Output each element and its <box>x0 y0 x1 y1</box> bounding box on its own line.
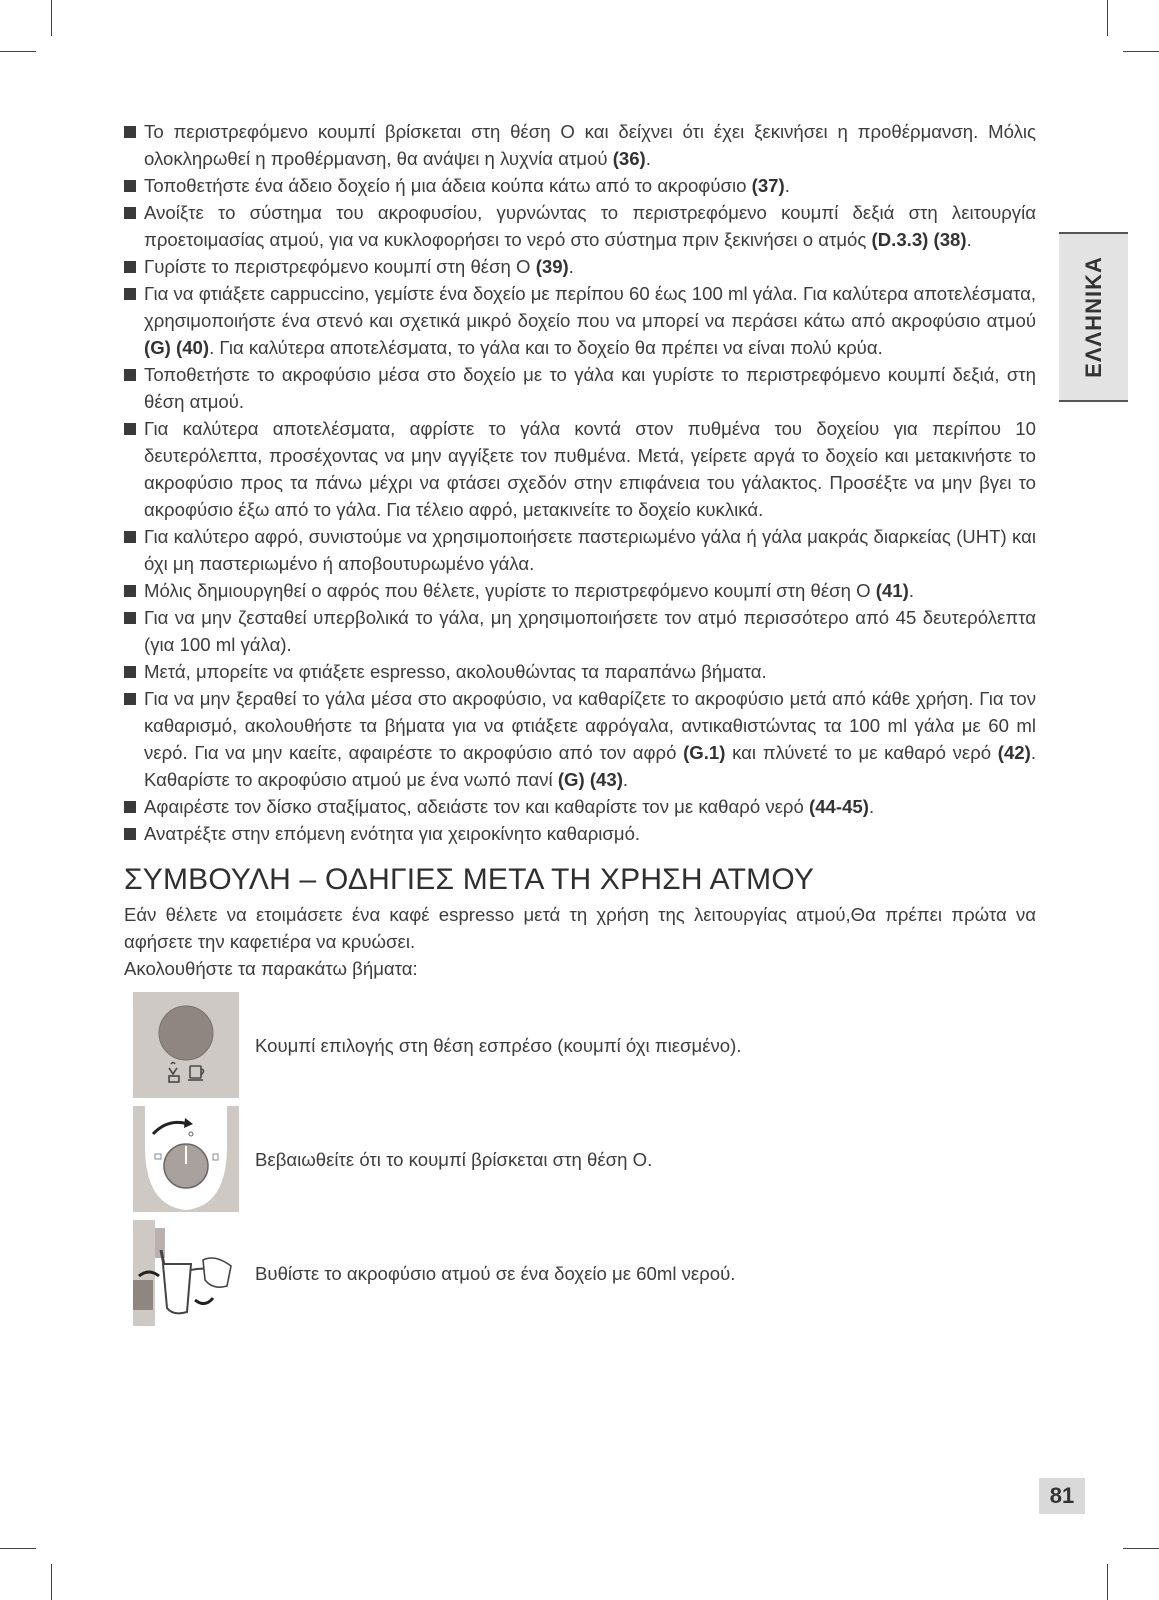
figure-reference: (42) <box>997 742 1031 763</box>
instruction-text: Για να μην ζεσταθεί υπερβολικά το γάλα, μη χρησιμοποιήσετε τον ατμό περισσότερο από 45 δευτερόλεπτα (για 100 ml γάλα). <box>144 607 1036 655</box>
instruction-text: και πλύνετέ το με καθαρό νερό <box>725 742 998 763</box>
step-text: Βυθίστε το ακροφύσιο ατμού σε ένα δοχείο με 60ml νερού. <box>255 1262 736 1284</box>
bullet-square-icon <box>124 180 136 192</box>
instruction-item <box>124 820 1036 847</box>
language-tab-label: ΕΛΛΗΝΙΚΑ <box>1080 256 1106 378</box>
section-follow: Ακολουθήστε τα παρακάτω βήματα: <box>124 958 418 979</box>
step-item <box>124 1220 1036 1326</box>
figure-reference: (39) <box>535 256 569 277</box>
figure-reference: (G.1) <box>683 742 726 763</box>
page-content <box>124 118 1036 1334</box>
bullet-square-icon <box>124 126 136 138</box>
steam-nozzle-jug-icon <box>133 1220 239 1326</box>
bullet-square-icon <box>124 288 136 300</box>
section-intro: Εάν θέλετε να ετοιμάσετε ένα καφέ espresso μετά τη χρήση της λειτουργίας ατμού,Θα πρέπει πρώτα να αφήσετε την καφετιέρα να κρυώσει. <box>124 904 1036 952</box>
bullet-square-icon <box>124 666 136 678</box>
page-number: 81 <box>1039 1478 1085 1514</box>
instruction-item <box>124 172 1036 199</box>
figure-reference: (41) <box>875 580 909 601</box>
crop-mark <box>0 51 36 52</box>
bullet-square-icon <box>124 585 136 597</box>
instruction-text: Ανατρέξτε στην επόμενη ενότητα για χειροκίνητο καθαρισμό. <box>144 823 641 844</box>
step-list <box>124 992 1036 1326</box>
bullet-square-icon <box>124 423 136 435</box>
espresso-button-icon <box>133 992 239 1098</box>
rotary-knob-icon <box>133 1106 239 1212</box>
crop-mark <box>51 0 52 36</box>
bullet-square-icon <box>124 531 136 543</box>
instruction-text: . <box>966 229 972 250</box>
instruction-text: Μόλις δημιουργηθεί ο αφρός που θέλετε, γυρίστε το περιστρεφόμενο κουμπί στη θέση Ο <box>144 580 876 601</box>
section-heading: ΣΥΜΒΟΥΛΗ – ΟΔΗΓΙΕΣ ΜΕΤΑ ΤΗ ΧΡΗΣΗ ΑΤΜΟΥ <box>124 863 815 896</box>
instruction-text: . Καθαρίστε το ακροφύσιο ατμού με ένα νωπό πανί <box>144 742 1037 790</box>
instruction-text: . <box>568 256 574 277</box>
instruction-text: Για να μην ξεραθεί το γάλα μέσα στο ακροφύσιο, να καθαρίζετε το ακροφύσιο μετά από κάθε χρήση. Για τον καθαρισμό, ακολουθήστε τα βήματα για να φτιάξετε αφρόγαλα, αντικαθιστώντας τα 100 ml γάλα με 60 ml νερό. Για να μην καείτε, αφαιρέστε το ακροφύσιο από τον αφρό <box>144 688 1036 763</box>
instruction-text: Γυρίστε το περιστρεφόμενο κουμπί στη θέση Ο <box>144 256 536 277</box>
instruction-text: Το περιστρεφόμενο κουμπί βρίσκεται στη θέση Ο και δείχνει ότι έχει ξεκινήσει η προθέρμανση. Μόλις ολοκληρωθεί η προθέρμανση, θα ανάψει η λυχνία ατμού <box>144 121 1036 169</box>
crop-mark <box>0 1548 36 1549</box>
step-text: Βεβαιωθείτε ότι το κουμπί βρίσκεται στη θέση Ο. <box>255 1148 653 1170</box>
figure-reference: (44-45) <box>809 796 869 817</box>
bullet-square-icon <box>124 801 136 813</box>
bullet-square-icon <box>124 261 136 273</box>
step-text: Κουμπί επιλογής στη θέση εσπρέσο (κουμπί όχι πιεσμένο). <box>255 1034 742 1056</box>
instruction-text: . Για καλύτερα αποτελέσματα, το γάλα και το δοχείο θα πρέπει να είναι πολύ κρύα. <box>209 337 883 358</box>
instruction-item <box>124 415 1036 523</box>
instruction-text: Για να φτιάξετε cappuccino, γεμίστε ένα δοχείο με περίπου 60 έως 100 ml γάλα. Για καλύτερα αποτελέσματα, χρησιμοποιήστε ένα στενό και σχετικά μικρό δοχείο που να μπορεί να περάσει κάτω από ακροφύσιο ατμού <box>144 283 1036 331</box>
crop-mark <box>51 1564 52 1600</box>
instruction-text: Ανοίξτε το σύστημα του ακροφυσίου, γυρνώντας το περιστρεφόμενο κουμπί δεξιά στη λειτουργία προετοιμασίας ατμού, για να κυκλοφορήσει το νερό στο σύστημα πριν ξεκινήσει ο ατμός <box>144 202 1036 250</box>
crop-mark <box>1107 1564 1108 1600</box>
figure-reference: (G) (40) <box>144 337 210 358</box>
instruction-item <box>124 577 1036 604</box>
instruction-text: . <box>908 580 914 601</box>
instruction-item <box>124 685 1036 793</box>
instruction-item <box>124 793 1036 820</box>
instruction-text: Για καλύτερο αφρό, συνιστούμε να χρησιμοποιήσετε παστεριωμένο γάλα ή γάλα μακράς διαρκείας (UHT) και όχι μη παστεριωμένο ή αποβουτυρωμένο γάλα. <box>144 526 1036 574</box>
instruction-item <box>124 118 1036 172</box>
bullet-square-icon <box>124 828 136 840</box>
instruction-item <box>124 280 1036 361</box>
instruction-text: Μετά, μπορείτε να φτιάξετε espresso, ακολουθώντας τα παραπάνω βήματα. <box>144 661 767 682</box>
instruction-item <box>124 361 1036 415</box>
figure-reference: (D.3.3) (38) <box>871 229 967 250</box>
instruction-item <box>124 523 1036 577</box>
instruction-text: Αφαιρέστε τον δίσκο σταξίματος, αδειάστε τον και καθαρίστε τον με καθαρό νερό <box>144 796 809 817</box>
instruction-text: . <box>622 769 629 790</box>
step-item <box>124 992 1036 1098</box>
instruction-item <box>124 199 1036 253</box>
instruction-item <box>124 253 1036 280</box>
bullet-square-icon <box>124 207 136 219</box>
instruction-item <box>124 658 1036 685</box>
instruction-list <box>124 118 1036 847</box>
step-item <box>124 1106 1036 1212</box>
bullet-square-icon <box>124 693 136 705</box>
crop-mark <box>1123 1548 1159 1549</box>
bullet-square-icon <box>124 369 136 381</box>
figure-reference: (36) <box>612 148 646 169</box>
figure-reference: (37) <box>751 175 785 196</box>
instruction-text: . <box>868 796 875 817</box>
instruction-item <box>124 604 1036 658</box>
instruction-text: Τοποθετήστε το ακροφύσιο μέσα στο δοχείο με το γάλα και γυρίστε το περιστρεφόμενο κουμπί δεξιά, στη θέση ατμού. <box>144 364 1036 412</box>
crop-mark <box>1107 0 1108 36</box>
figure-reference: (G) (43) <box>557 769 623 790</box>
crop-mark <box>1123 51 1159 52</box>
instruction-text: Για καλύτερα αποτελέσματα, αφρίστε το γάλα κοντά στον πυθμένα του δοχείου για περίπου 10 δευτερόλεπτα, προσέχοντας να μην αγγίξετε τον πυθμένα. Μετά, γείρετε αργά το δοχείο και μετακινήστε το ακροφύσιο προς τα πάνω μέχρι να φτάσει σχεδόν στην επιφάνεια του γάλακτος. Προσέξτε να μην βγει το ακροφύσιο έξω από το γάλα. Για τέλειο αφρό, μετακινείτε το δοχείο κυκλικά. <box>144 418 1036 520</box>
bullet-square-icon <box>124 612 136 624</box>
instruction-text: . <box>784 175 790 196</box>
instruction-text: Τοποθετήστε ένα άδειο δοχείο ή μια άδεια κούπα κάτω από το ακροφύσιο <box>144 175 752 196</box>
language-tab <box>1059 232 1128 402</box>
instruction-text: . <box>645 148 651 169</box>
